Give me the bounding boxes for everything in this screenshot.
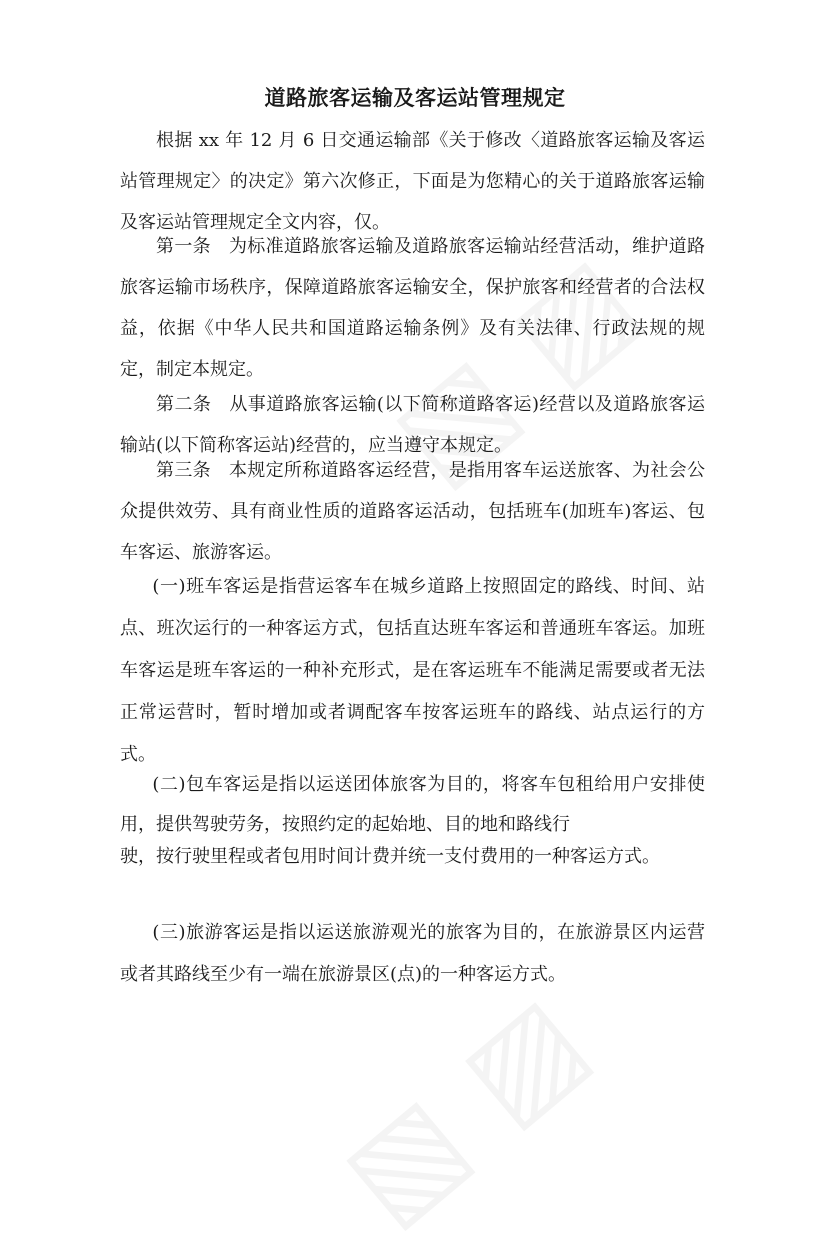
article-text: 从事道路旅客运输(以下简称道路客运)经营以及道路旅客运输站(以下简称客运站)经营的，应当遵守本规定。 <box>120 394 705 456</box>
clause-2-continued: 驶，按行驶里程或者包用时间计费并统一支付费用的一种客运方式。 <box>120 846 660 867</box>
article-label: 第三条 <box>156 460 211 481</box>
article-label: 第二条 <box>156 394 212 415</box>
document-title: 道路旅客运输及客运站管理规定 <box>264 86 566 110</box>
clause-3: (三)旅游客运是指以运送旅游观光的旅客为目的，在旅游景区内运营或者其路线至少有一端在旅游景区(点)的一种客运方式。 <box>120 922 705 985</box>
article-3 <box>120 450 705 573</box>
article-text: 本规定所称道路客运经营，是指用客车运送旅客、为社会公众提供效劳、具有商业性质的道路客运活动，包括班车(加班车)客运、包车客运、旅游客运。 <box>120 460 706 563</box>
watermark <box>317 970 612 1249</box>
article-text: 为标准道路旅客运输及道路旅客运输站经营活动，维护道路旅客运输市场秩序，保障道路旅客运输安全，保护旅客和经营者的合法权益，依据《中华人民共和国道路运输条例》及有关法律、行政法规的规定，制定本规定。 <box>120 236 706 380</box>
article-label: 第一条 <box>156 236 211 257</box>
intro-paragraph: 根据 xx 年 12 月 6 日交通运输部《关于修改〈道路旅客运输及客运站管理规定〉的决定》第六次修正，下面是为您精心的关于道路旅客运输及客运站管理规定全文内容，仅。 <box>120 130 705 233</box>
clause-2: (二)包车客运是指以运送团体旅客为目的，将客车包租给用户安排使用，提供驾驶劳务，按照约定的起始地、目的地和路线行 <box>120 774 705 835</box>
article-1 <box>120 226 705 390</box>
clause-1: (一)班车客运是指营运客车在城乡道路上按照固定的路线、时间、站点、班次运行的一种客运方式，包括直达班车客运和普通班车客运。加班车客运是班车客运的一种补充形式，是在客运班车不能满足需要或者无法正常运营时，暂时增加或者调配客车按客运班车的路线、站点运行的方式。 <box>120 576 705 765</box>
